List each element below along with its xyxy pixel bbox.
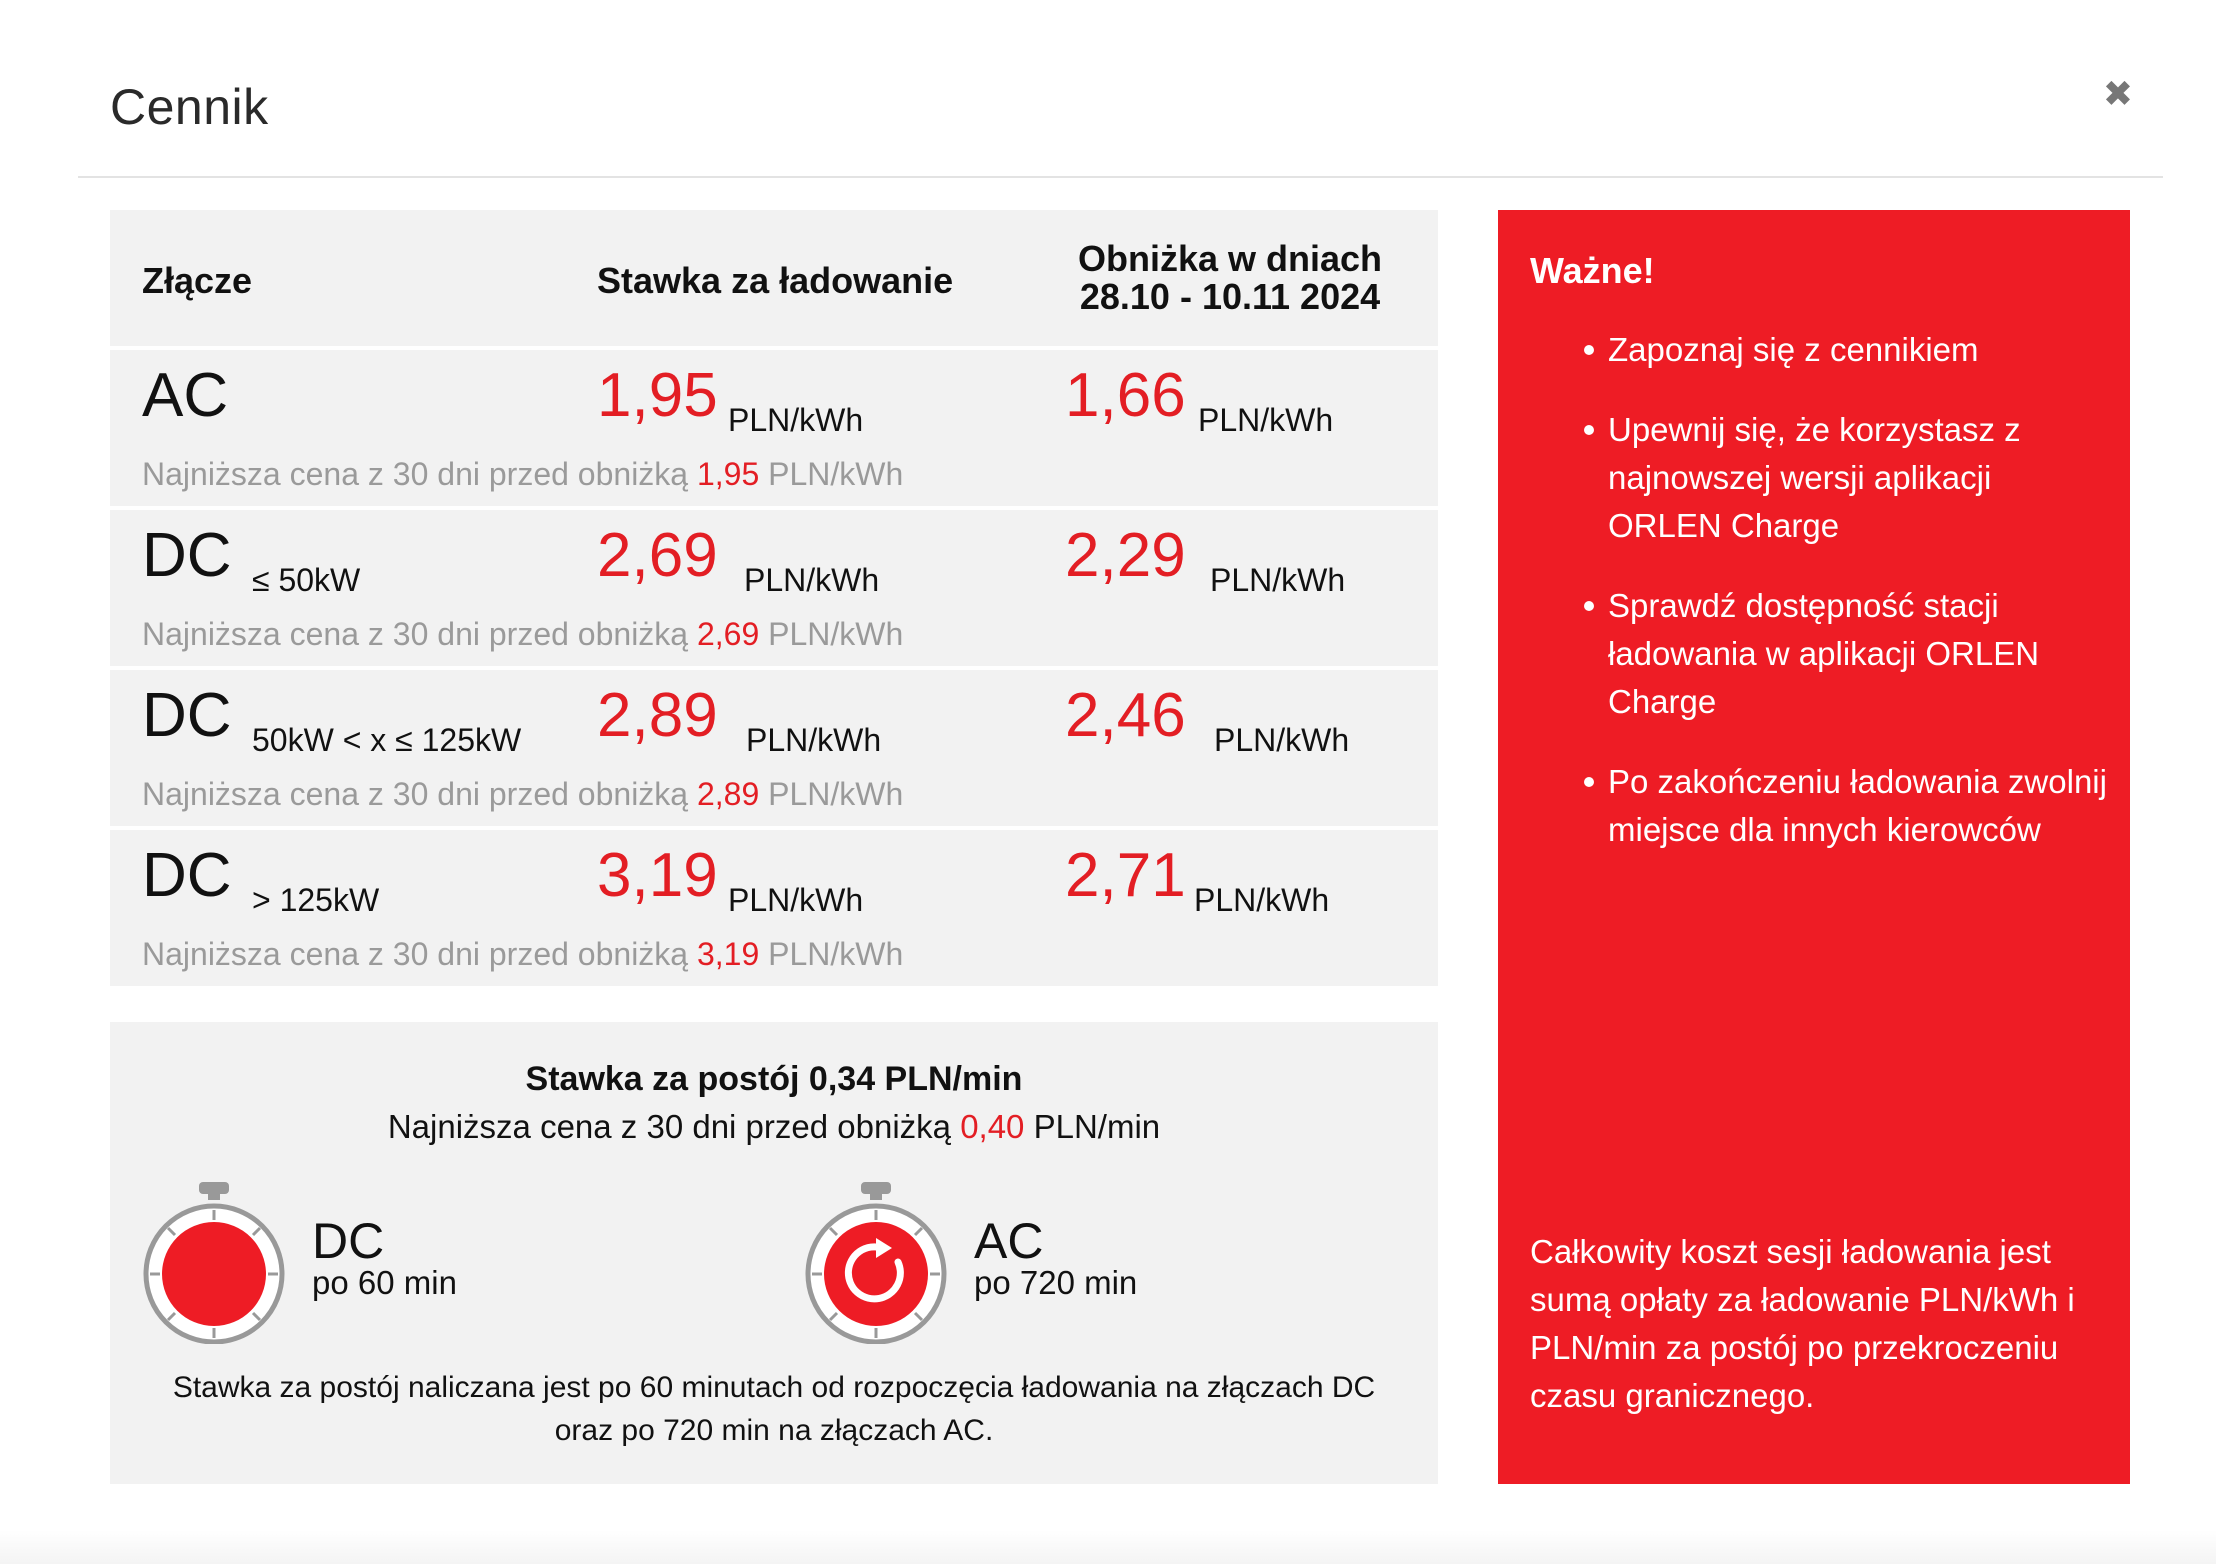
lowest-price-value: 2,89 [696,776,760,812]
dc-idle-time: po 60 min [312,1264,457,1301]
list-item-text: Upewnij się, że korzystasz z najnowszej wersji aplikacji ORLEN Charge [1608,411,2021,544]
discount-price-unit: PLN/kWh [1198,402,1334,438]
lowest-price-note [142,616,903,653]
list-item [1530,406,2110,550]
ac-idle-label: AC [974,1213,1044,1269]
idle-fee-box [110,1022,1438,1484]
idle-fee-note-line1: Stawka za postój naliczana jest po 60 minutach od rozpoczęcia ładowania na złączach DC [172,1371,1376,1404]
charging-price-unit: PLN/kWh [728,402,864,438]
connector-name: AC [142,361,229,430]
table-row-dc-125 [110,670,1438,826]
price-table [110,210,1438,990]
connector-power-range: 50kW < x ≤ 125kW [252,722,522,758]
bullet-icon [1584,601,1594,611]
important-title: Ważne! [1530,250,1655,291]
header-divider [78,176,2163,178]
charging-price: 1,95 [597,361,718,430]
charging-price: 2,69 [597,521,718,590]
idle-fee-note-line2: oraz po 720 min na złączach AC. [554,1414,994,1447]
important-list [1530,326,2110,886]
important-info-panel [1498,210,2130,1484]
close-icon[interactable]: ✖ [2102,73,2134,114]
charging-price: 2,89 [597,681,718,750]
connector-name: DC [142,521,232,590]
table-header [110,210,1438,346]
list-item-text: Po zakończeniu ładowania zwolnij miejsce dla innych kierowców [1608,763,2107,848]
charging-price-unit: PLN/kWh [744,562,880,598]
dc-idle-label: DC [312,1213,385,1269]
charging-price: 3,19 [597,841,718,910]
list-item [1530,326,2110,374]
list-item [1530,582,2110,726]
idle-lowest-price [110,1108,1438,1146]
lowest-price-value: 3,19 [696,936,760,972]
lowest-price-unit: PLN/kWh [768,936,904,972]
lowest-price-prefix: Najniższa cena z 30 dni przed obniżką [142,936,689,972]
connector-power-range: ≤ 50kW [252,562,361,598]
list-item [1530,758,2110,854]
total-cost-note: Całkowity koszt sesji ładowania jest sumą opłaty za ładowanie PLN/kWh i PLN/min za postój po przekroczeniu czasu granicznego. [1530,1233,2075,1414]
charging-price-unit: PLN/kWh [728,882,864,918]
header-rate: Stawka za ładowanie [597,260,954,301]
connector-power-range: > 125kW [252,882,380,918]
lowest-price-prefix: Najniższa cena z 30 dni przed obniżką [142,616,689,652]
lowest-price-note [142,456,903,493]
discount-price: 2,46 [1065,681,1186,750]
discount-price-unit: PLN/kWh [1194,882,1330,918]
discount-price: 2,29 [1065,521,1186,590]
lowest-price-note [142,936,903,973]
list-item-text: Zapoznaj się z cennikiem [1608,331,1979,368]
bullet-icon [1584,345,1594,355]
header-discount-line1: Obniżka w dniach [1077,238,1383,279]
idle-lowest-unit: PLN/min [1033,1108,1161,1145]
discount-price-unit: PLN/kWh [1214,722,1350,758]
bottom-shade [0,1530,2216,1564]
ac-idle-time: po 720 min [974,1264,1138,1301]
lowest-price-unit: PLN/kWh [768,456,904,492]
discount-price-unit: PLN/kWh [1210,562,1346,598]
header-discount [1050,240,1410,316]
stopwatch-filled-icon [140,1182,288,1344]
lowest-price-value: 1,95 [696,456,760,492]
charging-price-unit: PLN/kWh [746,722,882,758]
lowest-price-unit: PLN/kWh [768,616,904,652]
header-discount-line2: 28.10 - 10.11 2024 [1079,276,1381,317]
connector-name: DC [142,681,232,750]
discount-price: 1,66 [1065,361,1186,430]
idle-fee-title: Stawka za postój 0,34 PLN/min [525,1060,1023,1098]
idle-fee-note [110,1366,1438,1452]
table-row-dc-over-125 [110,830,1438,986]
list-item-text: Sprawdź dostępność stacji ładowania w aplikacji ORLEN Charge [1608,587,2040,720]
discount-price: 2,71 [1065,841,1186,910]
modal-title: Cennik [110,79,269,135]
stopwatch-refresh-icon [802,1182,950,1344]
table-row-dc-50 [110,510,1438,666]
idle-lowest-prefix: Najniższa cena z 30 dni przed obniżką [387,1108,952,1145]
bullet-icon [1584,425,1594,435]
lowest-price-unit: PLN/kWh [768,776,904,812]
bullet-icon [1584,777,1594,787]
lowest-price-prefix: Najniższa cena z 30 dni przed obniżką [142,456,689,492]
header-connector: Złącze [142,260,253,301]
connector-name: DC [142,841,232,910]
lowest-price-prefix: Najniższa cena z 30 dni przed obniżką [142,776,689,812]
lowest-price-value: 2,69 [696,616,760,652]
lowest-price-note [142,776,903,813]
idle-lowest-value: 0,40 [960,1108,1025,1145]
table-row-ac [110,350,1438,506]
